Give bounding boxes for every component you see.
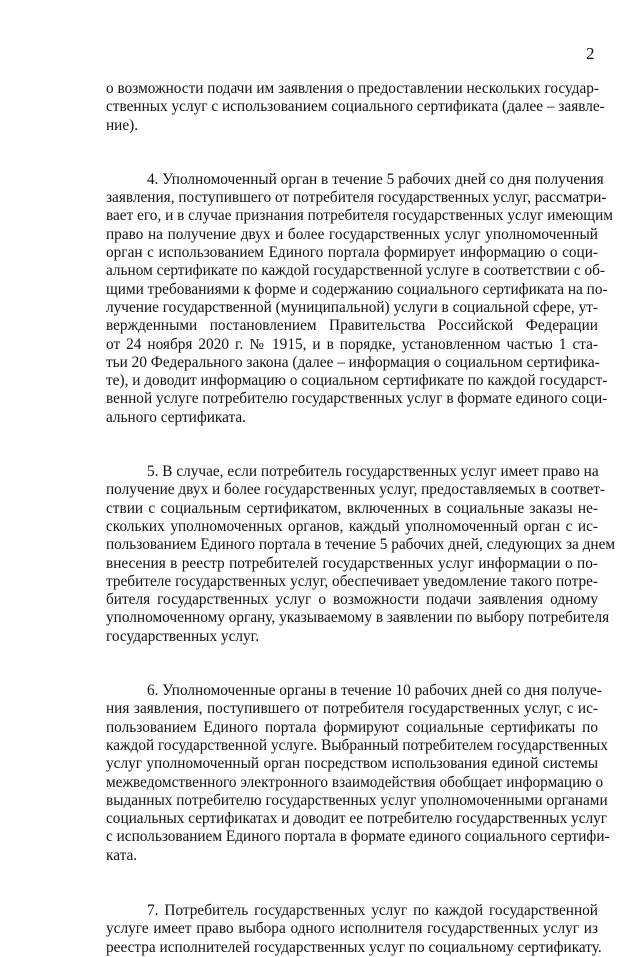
text-line: венной услуге потребителю государственных услуг в формате единого соци- bbox=[106, 390, 608, 408]
text-line: 5. В случае, если потребитель государственных услуг имеет право на bbox=[147, 463, 599, 481]
text-line: услуг уполномоченный орган посредством использования единой системы bbox=[106, 755, 598, 773]
text-line: от 24 ноября 2020 г. № 1915, и в порядке, установленном частью 1 ста- bbox=[106, 335, 598, 353]
text-line: социальных сертификатах и доводит ее потребителю государственных услуг bbox=[106, 810, 608, 828]
text-line: 4. Уполномоченный орган в течение 5 рабочих дней со дня получения bbox=[147, 170, 604, 188]
text-line: вержденными постановлением Правительства Российской Федерации bbox=[106, 317, 598, 335]
paragraph-gap bbox=[106, 135, 598, 171]
text-line: ката. bbox=[106, 846, 138, 864]
text-line: ствии с социальным сертификатом, включенных в социальные заказы не- bbox=[106, 499, 598, 517]
paragraph-7 bbox=[106, 901, 602, 957]
text-line: 6. Уполномоченные органы в течение 10 рабочих дней со дня получе- bbox=[147, 682, 602, 700]
paragraph-gap bbox=[106, 865, 598, 902]
paragraph-gap bbox=[106, 427, 598, 463]
text-line: внесения в реестр потребителей государственных услуг информации о по- bbox=[106, 554, 598, 572]
text-line: выданных потребителю государственных услуг уполномоченными органами bbox=[106, 791, 608, 809]
text-line: лучение государственной (муниципальной) услуги в социальной сфере, ут- bbox=[106, 298, 598, 316]
text-line: о возможности подачи им заявления о предоставлении нескольких государ- bbox=[106, 80, 600, 97]
paragraph-4 bbox=[106, 170, 613, 427]
text-line: бителя государственных услуг о возможности подачи заявления одному bbox=[106, 591, 598, 609]
text-line: вает его, и в случае признания потребителя государственных услуг имеющим bbox=[106, 207, 613, 225]
text-line: требителе государственных услуг, обеспечивает уведомление такого потре- bbox=[106, 572, 598, 590]
text-line: государственных услуг. bbox=[106, 627, 260, 645]
text-line: орган с использованием Единого портала формирует информацию о соци- bbox=[106, 244, 598, 262]
text-line: каждой государственной услуге. Выбранный потребителем государственных bbox=[106, 736, 608, 754]
text-line: ние). bbox=[106, 116, 139, 134]
text-line: те), и доводит информацию о социальном сертификате по каждой государст- bbox=[106, 372, 608, 390]
text-line: ния заявления, поступившего от потребителя государственных услуг, с ис- bbox=[106, 700, 598, 718]
paragraph-5 bbox=[106, 463, 616, 646]
text-line: скольких уполномоченных органов, каждый уполномоченный орган с ис- bbox=[106, 517, 598, 535]
paragraph-gap bbox=[106, 646, 598, 682]
text-line: уполномоченному органу, указываемому в заявлении по выбору потребителя bbox=[106, 609, 610, 627]
document-body bbox=[106, 80, 616, 957]
page-number: 2 bbox=[586, 44, 595, 63]
text-line: право на получение двух и более государственных услуг уполномоченный bbox=[106, 225, 598, 243]
text-line: альном сертификате по каждой государственной услуге в соответствии с об- bbox=[106, 262, 606, 280]
text-line: заявления, поступившего от потребителя государственных услуг, рассматри- bbox=[106, 189, 607, 207]
text-line: пользованием Единого портала формируют социальные сертификаты по bbox=[106, 718, 598, 736]
paragraph-6 bbox=[106, 682, 610, 865]
paragraph-3-continuation bbox=[106, 80, 605, 135]
text-line: межведомственного электронного взаимодействия обобщает информацию о bbox=[106, 773, 604, 791]
text-line: 7. Потребитель государственных услуг по каждой государственной bbox=[147, 901, 598, 919]
text-line: щими требованиями к форме и содержанию социального сертификата на по- bbox=[106, 280, 608, 298]
text-line: реестра исполнителей государственных услуг по социальному сертификату. bbox=[106, 938, 602, 956]
text-line: ственных услуг с использованием социального сертификата (далее – заявле- bbox=[106, 98, 605, 116]
text-line: с использованием Единого портала в формате единого социального сертифи- bbox=[106, 828, 610, 846]
text-line: услуге имеет право выбора одного исполнителя государственных услуг из bbox=[106, 920, 598, 938]
text-line: пользованием Единого портала в течение 5 рабочих дней, следующих за днем bbox=[106, 536, 616, 554]
text-line: получение двух и более государственных услуг, предоставляемых в соответ- bbox=[106, 481, 606, 499]
text-line: тьи 20 Федерального закона (далее – информация о социальном сертифика- bbox=[106, 353, 600, 371]
text-line: ального сертификата. bbox=[106, 408, 246, 426]
